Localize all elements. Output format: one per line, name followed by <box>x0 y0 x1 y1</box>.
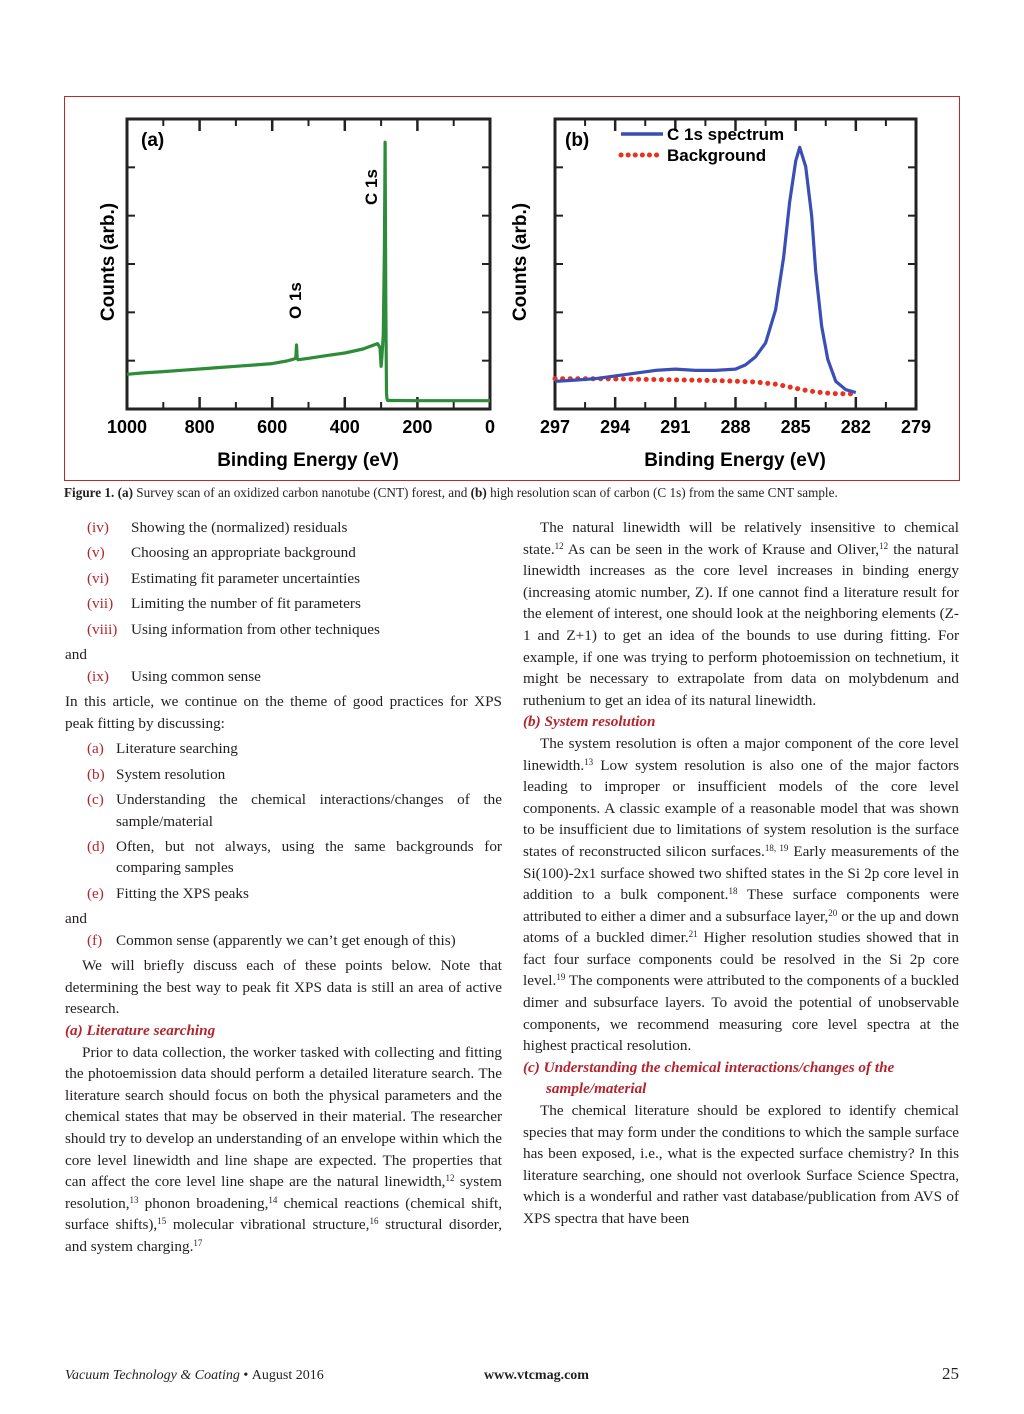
list-item <box>65 666 502 688</box>
footer-journal <box>65 1368 324 1384</box>
list-number: (c) <box>87 790 104 808</box>
list-number: (f) <box>87 931 103 949</box>
body-paragraph: The chemical literature should be explored to identify chemical species that may form under the conditions to which the sample surface has been exposed, i.e., what is the expected surface chemistry? In this literature searching, one should not overlook Surface Science Spectra, which is a wonderful and rather vast database/publication from AVS of XPS spectra that have been <box>523 1102 959 1227</box>
list-item <box>65 542 502 564</box>
x-tick-label: 1000 <box>106 417 148 437</box>
text-run: Low system resolution is also one of the major factors leading to improper or insufficient models of the core level components. A classic example of a reasonable model that was shown to be insufficient due to limitations of system resolution is the surface states of reconstructed silicon surfaces. <box>523 756 959 860</box>
reference-mark: 12 <box>879 540 889 551</box>
reference-mark: 13 <box>129 1194 139 1205</box>
list-text: Fitting the XPS peaks <box>116 884 249 902</box>
x-tick-label: 400 <box>329 417 360 437</box>
reference-mark: 21 <box>688 929 698 940</box>
text-run: Higher resolution studies showed that in fact four surface components could be resolved in the Si 2p core level. <box>523 929 959 990</box>
panel-a-frame <box>127 119 490 409</box>
list-number: (v) <box>87 544 105 562</box>
text-run: Early measurements of the Si(100)-2x1 surface showed two shifted states in the Si 2p core level in addition to a bulk component. <box>523 842 959 904</box>
reference-mark: 17 <box>193 1237 203 1248</box>
panel-a-xlabel: Binding Energy (eV) <box>217 450 399 471</box>
topics-list <box>65 738 502 904</box>
text-run: chemical reactions (chemical shift, surface shifts), <box>65 1194 502 1234</box>
figure-caption <box>64 485 964 501</box>
list-item <box>65 738 502 760</box>
text-run: phonon broadening, <box>138 1194 269 1212</box>
page-number: 25 <box>942 1364 959 1383</box>
reference-mark: 20 <box>828 907 838 918</box>
list-text: Common sense (apparently we can’t get enough of this) <box>116 931 456 949</box>
panel-b <box>510 119 931 471</box>
list-item <box>65 517 502 539</box>
and-connector: and <box>65 645 87 663</box>
list-text: Estimating fit parameter uncertainties <box>131 569 360 587</box>
reference-mark: 18, 19 <box>764 842 789 853</box>
reference-mark: 13 <box>584 756 594 767</box>
body-paragraph <box>523 517 959 711</box>
and-connector: and <box>65 910 87 928</box>
list-item <box>65 764 502 786</box>
list-text: Showing the (normalized) residuals <box>131 519 348 536</box>
reference-mark: 12 <box>445 1173 455 1184</box>
list-text: Using information from other techniques <box>131 620 380 638</box>
list-text: Using common sense <box>131 667 261 685</box>
x-tick-label: 297 <box>539 417 571 437</box>
figure-1-plots <box>65 97 961 482</box>
panel-a <box>98 119 495 471</box>
x-tick-label: 200 <box>402 417 433 437</box>
journal-name: Vacuum Technology & Coating <box>65 1368 240 1383</box>
text-run: molecular vibrational structure, <box>166 1216 370 1234</box>
intro-paragraph: In this article, we continue on the theme of good practices for XPS peak fitting by discussing: <box>65 692 502 732</box>
text-run: The components were attributed to the components of a buckled dimer and subsurface layers. To avoid the potential of unobservable components, we recommend measuring core level spectra at the highest practical resolution. <box>523 972 959 1055</box>
panel-b-ylabel: Counts (arb.) <box>510 202 531 322</box>
o1s-annotation: O 1s <box>286 282 305 319</box>
reference-mark: 18 <box>728 886 738 897</box>
text-run: Prior to data collection, the worker tasked with collecting and fitting the photoemission data should perform a detailed literature search. The literature search should focus on both the physical parameters and the chemical states that may be observed in their material. The researcher should try to develop an understanding of an envelope within which the core level linewidth and line shape are expected. The properties that can affect the core level line shape are the natural linewidth, <box>65 1043 502 1191</box>
panel-a-label: (a) <box>141 130 165 151</box>
x-tick-label: 600 <box>257 417 288 437</box>
x-tick-label: 0 <box>484 417 496 437</box>
list-number: (e) <box>87 884 104 902</box>
list-number: (iv) <box>87 519 109 536</box>
list-number: (b) <box>87 765 105 783</box>
x-tick-label: 288 <box>720 417 751 437</box>
footer-date: August 2016 <box>251 1368 324 1383</box>
caption-b-label: (b) <box>470 485 487 500</box>
footer-bullet: • <box>243 1368 249 1383</box>
list-text: Choosing an appropriate background <box>131 544 356 562</box>
panel-a-tick-labels <box>107 417 495 437</box>
list-item <box>65 789 502 832</box>
list-number: (vii) <box>87 595 114 613</box>
x-tick-label: 800 <box>184 417 215 437</box>
list-text: Often, but not always, using the same backgrounds for comparing samples <box>116 837 502 877</box>
list-number: (viii) <box>87 620 118 638</box>
list-number: (a) <box>87 740 104 758</box>
footer-website[interactable]: www.vtcmag.com <box>484 1368 589 1383</box>
text-run: system resolution, <box>65 1173 502 1212</box>
list-number: (d) <box>87 837 105 855</box>
c1s-annotation: C 1s <box>362 169 381 205</box>
section-heading-b: (b) System resolution <box>523 713 656 731</box>
list-item <box>65 883 502 905</box>
legend-background-label: Background <box>667 146 767 165</box>
page-footer <box>0 1364 1024 1392</box>
x-tick-label: 282 <box>840 417 871 437</box>
x-tick-label: 294 <box>600 417 631 437</box>
legend-spectrum-label: C 1s spectrum <box>667 125 785 144</box>
list-item <box>65 619 502 641</box>
text-run: The system resolution is often a major component of the core level linewidth. <box>523 734 959 774</box>
figure-1 <box>64 96 960 481</box>
list-text: Limiting the number of fit parameters <box>131 595 361 613</box>
section-heading-a: (a) Literature searching <box>65 1022 216 1040</box>
panel-b-xlabel: Binding Energy (eV) <box>644 450 826 471</box>
panel-b-tick-labels <box>540 417 931 437</box>
reference-mark: 12 <box>554 540 564 551</box>
list-text: System resolution <box>116 765 226 783</box>
list-item <box>65 836 502 879</box>
x-tick-label: 279 <box>900 417 932 437</box>
body-paragraph: We will briefly discuss each of these points below. Note that determining the best way to peak fit XPS data is still an area of active research. <box>65 957 502 1018</box>
list-text: Understanding the chemical interactions/changes of the sample/material <box>116 790 502 830</box>
list-number: (ix) <box>87 667 109 685</box>
x-tick-label: 291 <box>660 417 691 437</box>
list-text: Literature searching <box>116 740 238 758</box>
caption-prefix: Figure 1. <box>64 485 115 500</box>
reference-mark: 14 <box>268 1194 278 1205</box>
right-column <box>523 517 959 1230</box>
caption-b-text: high resolution scan of carbon (C 1s) from the same CNT sample. <box>486 485 838 500</box>
reference-mark: 19 <box>556 972 566 983</box>
caption-a-label: (a) <box>117 485 133 500</box>
list-item <box>65 930 502 952</box>
list-item <box>65 568 502 590</box>
list-number: (vi) <box>87 569 109 587</box>
caption-a-text: Survey scan of an oxidized carbon nanotube (CNT) forest, and <box>133 485 471 500</box>
left-column <box>65 517 502 1258</box>
text-run: structural disorder, and system charging. <box>65 1216 503 1255</box>
text-run: As can be seen in the work of Krause and Oliver, <box>563 540 880 558</box>
section-heading-c: (c) Understanding the chemical interactions/changes of the sample/material <box>523 1058 895 1098</box>
body-paragraph <box>523 733 959 1057</box>
panel-b-background-line <box>555 379 856 394</box>
panel-a-ylabel: Counts (arb.) <box>98 202 119 322</box>
body-paragraph <box>65 1042 502 1258</box>
text-run: or the up and down atoms of a buckled dimer. <box>523 907 959 947</box>
text-run: the natural linewidth increases as the core level increases in binding energy (increasing atomic number, Z). If one cannot find a literature result for the element of interest, one should look at the neighboring elements (Z-1 and Z+1) to get an idea of the bounds to use during fitting. For example, if one was trying to perform photoemission on technetium, it might be necessary to extrapolate from data on molybdenum and ruthenium to get an idea of its natural linewidth. <box>523 540 959 709</box>
x-tick-label: 285 <box>780 417 811 437</box>
reference-mark: 15 <box>157 1216 167 1227</box>
reference-mark: 16 <box>369 1216 379 1227</box>
panel-a-survey-line <box>127 142 490 401</box>
text-run: These surface components were attributed to either a dimer and a subsurface layer, <box>523 886 959 925</box>
panel-b-label: (b) <box>565 130 590 151</box>
panel-b-c1s-line <box>555 147 856 392</box>
text-run: The natural linewidth will be relatively insensitive to chemical state. <box>523 519 959 558</box>
panel-a-ticks <box>127 119 490 409</box>
list-item <box>65 593 502 615</box>
practices-list-continued <box>65 517 502 640</box>
